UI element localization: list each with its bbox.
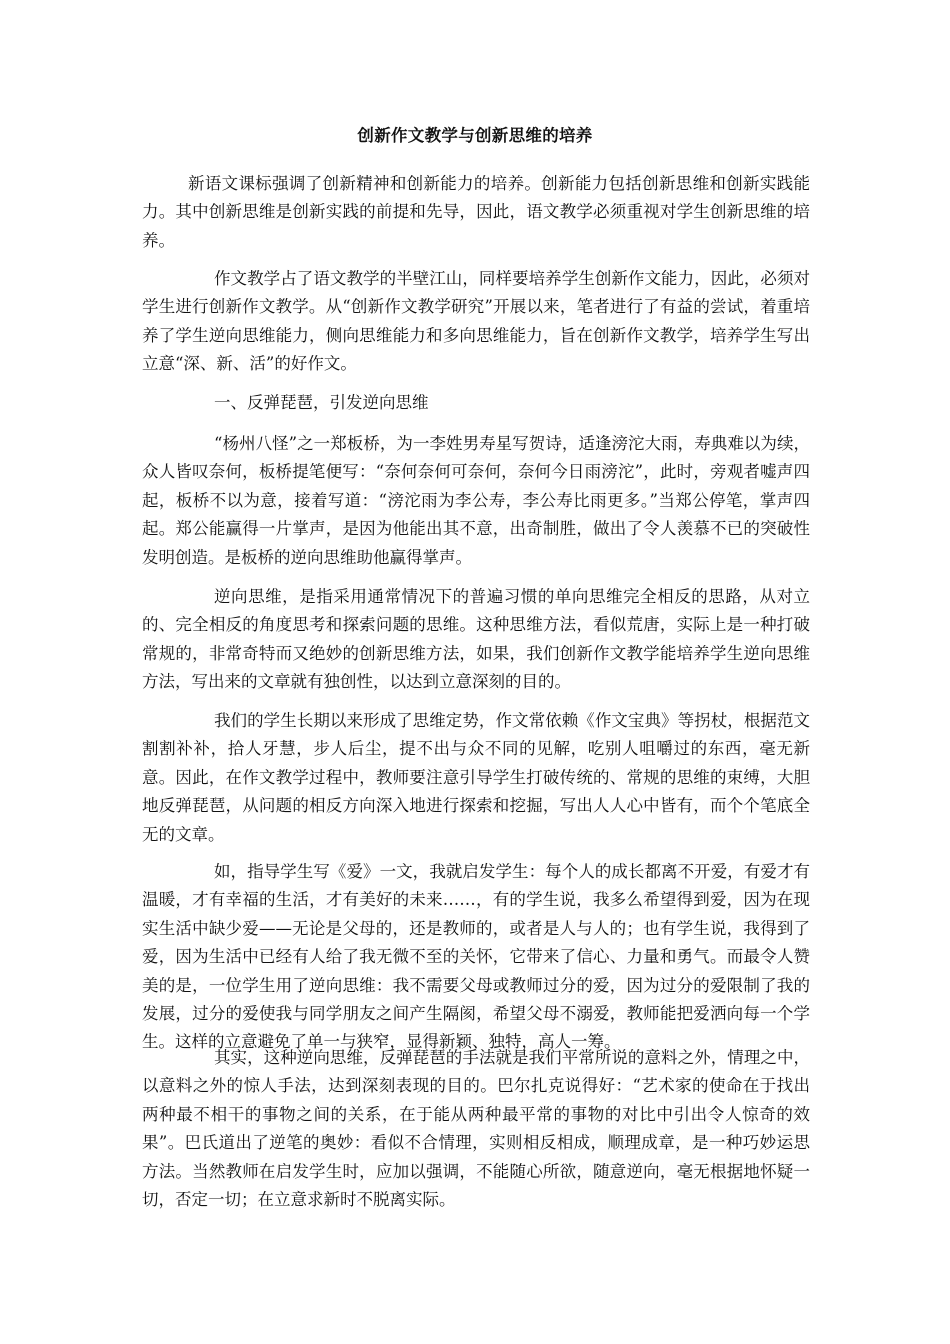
paragraph-7: 其实，这种逆向思维，反弹琵琶的手法就是我们平常所说的意料之外，情理之中，以意料之外的惊人手法，达到深刻表现的目的。巴尔扎克说得好：“艺术家的使命在于找出两种最不相干的事物之间的关系，在于能从两种最平常的事物的对比中引出令人惊奇的效果”。巴氏道出了逆笔的奥妙：看似不合情理，实则相反相成，顺理成章，是一种巧妙运思方法。当然教师在启发学生时，应加以强调，不能随心所欲，随意逆向，毫无根据地怀疑一切，否定一切；在立意求新时不脱离实际。 [142, 1048, 810, 1210]
paragraph-6: 如，指导学生写《爱》一文，我就启发学生：每个人的成长都离不开爱，有爱才有温暖，才有幸福的生活，才有美好的未来……，有的学生说，我多么希望得到爱，因为在现实生活中缺少爱——无论是父母的，还是教师的，或者是人与人的；也有学生说，我得到了爱，因为生活中已经有人给了我无微不至的关怀，它带来了信心、力量和勇气。而最令人赞美的是，一位学生用了逆向思维：我不需要父母或教师过分的爱，因为过分的爱限制了我的发展，过分的爱使我与同学朋友之间产生隔阂，希望父母不溺爱，教师能把爱洒向每一个学生。这样的立意避免了单一与狭窄，显得新颖、独特，高人一筹。 [142, 862, 810, 1052]
paragraph-4: 逆向思维，是指采用通常情况下的普遍习惯的单向思维完全相反的思路，从对立的、完全相反的角度思考和探索问题的思维。这种思维方法，看似荒唐，实际上是一种打破常规的，非常奇特而又绝妙的创新思维方法，如果，我们创新作文教学能培养学生逆向思维方法，写出来的文章就有独创性，以达到立意深刻的目的。 [142, 587, 810, 692]
paragraph-3: “杨州八怪”之一郑板桥，为一李姓男寿星写贺诗，适逢滂沱大雨，寿典难以为续，众人皆叹奈何，板桥提笔便写：“奈何奈何可奈何，奈何今日雨滂沱”，此时，旁观者嘘声四起，板桥不以为意，接着写道：“滂沱雨为李公寿，李公寿比雨更多。”当郑公停笔，掌声四起。郑公能赢得一片掌声，是因为他能出其不意，出奇制胜，做出了令人羡慕不已的突破性发明创造。是板桥的逆向思维助他赢得掌声。 [142, 434, 810, 567]
paragraph-5: 我们的学生长期以来形成了思维定势，作文常依赖《作文宝典》等拐杖，根据范文割割补补，拾人牙慧，步人后尘，提不出与众不同的见解，吃别人咀嚼过的东西，毫无新意。因此，在作文教学过程中，教师要注意引导学生打破传统的、常规的思维的束缚，大胆地反弹琵琶，从问题的相反方向深入地进行探索和挖掘，写出人人心中皆有，而个个笔底全无的文章。 [142, 711, 810, 844]
document-title: 创新作文教学与创新思维的培养 [357, 126, 593, 145]
paragraph-1: 新语文课标强调了创新精神和创新能力的培养。创新能力包括创新思维和创新实践能力。其中创新思维是创新实践的前提和先导，因此，语文教学必须重视对学生创新思维的培养。 [142, 174, 810, 250]
paragraph-2: 作文教学占了语文教学的半壁江山，同样要培养学生创新作文能力，因此，必须对学生进行创新作文教学。从“创新作文教学研究”开展以来，笔者进行了有益的尝试，着重培养了学生逆向思维能力，侧向思维能力和多向思维能力，旨在创新作文教学，培养学生写出立意“深、新、活”的好作文。 [142, 269, 810, 374]
section-heading-1: 一、反弹琵琶，引发逆向思维 [214, 393, 429, 412]
